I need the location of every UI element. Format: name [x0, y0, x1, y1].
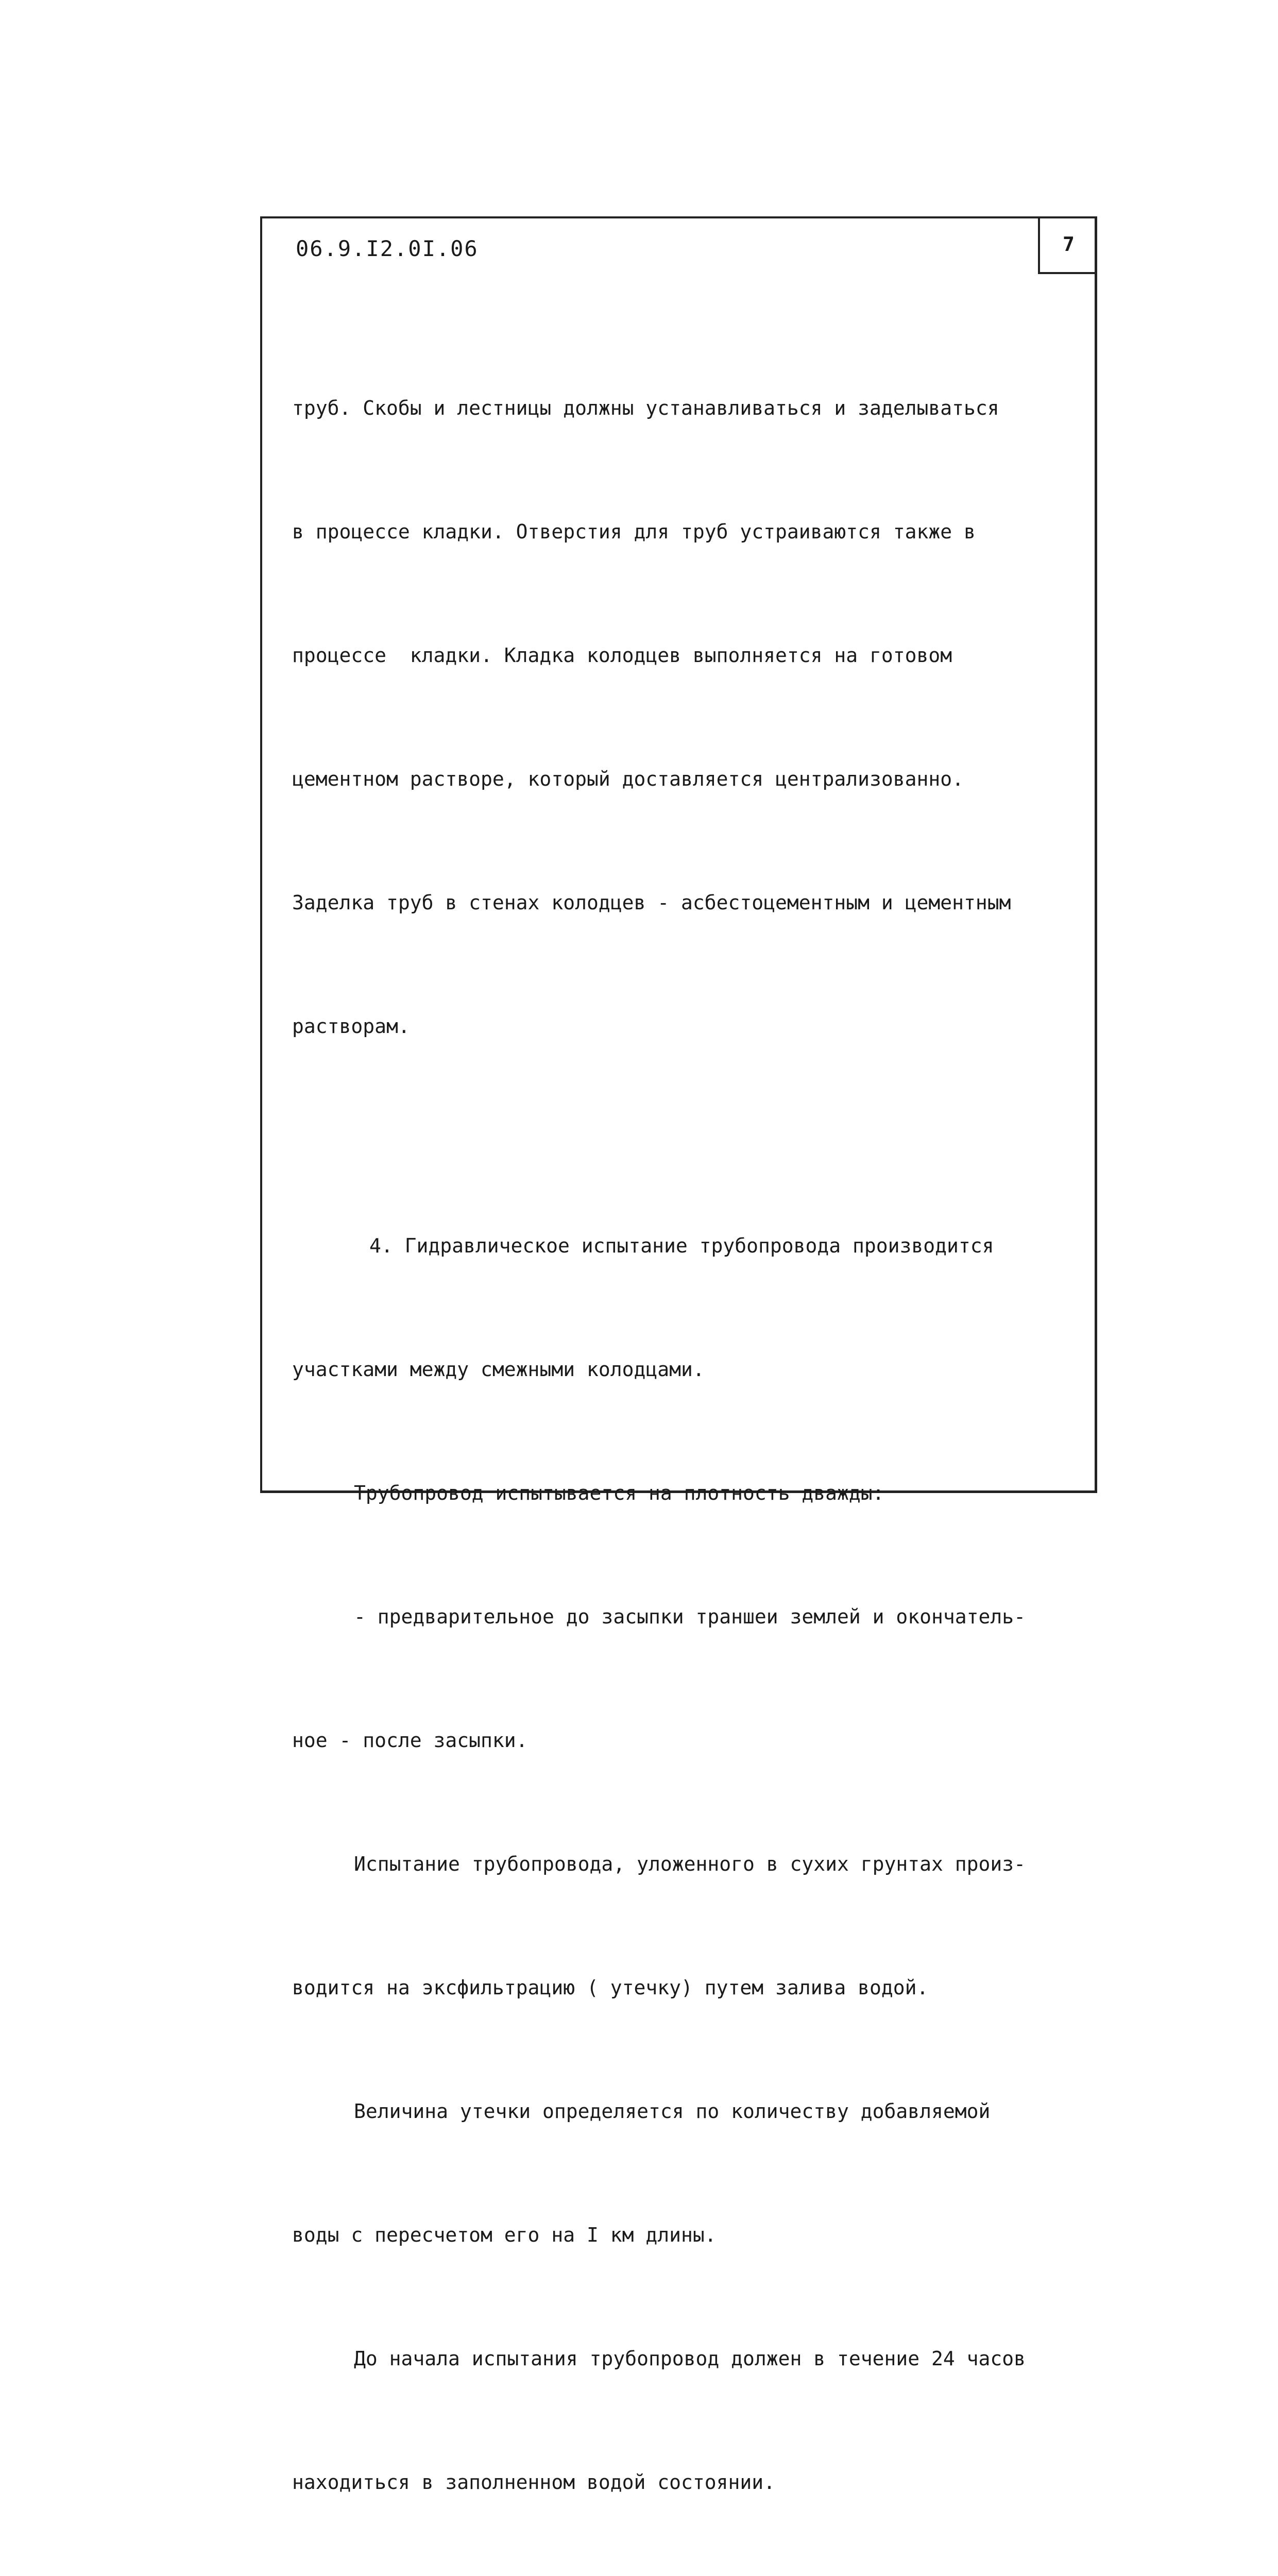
text-line: - предварительное до засыпки траншеи землей и окончатель-	[354, 1605, 1026, 1628]
body-text	[292, 305, 1072, 2576]
text-line: труб. Скобы и лестницы должны устанавливаться и заделываться	[292, 397, 999, 419]
text-line: растворам.	[292, 1015, 410, 1038]
text-line: Заделка труб в стенах колодцев - асбестоцементным и цементным	[292, 891, 1011, 914]
text-line: в процессе кладки. Отверстия для труб устраиваются также в	[292, 520, 976, 543]
text-line: До начала испытания трубопровод должен в течение 24 часов	[354, 2347, 1026, 2370]
text-line: водится на эксфильтрацию ( утечку) путем залива водой.	[292, 1976, 929, 1999]
text-line: Величина утечки определяется по количеству добавляемой	[354, 2100, 991, 2123]
text-line: процессе кладки. Кладка колодцев выполняется на готовом	[292, 644, 952, 667]
text-line: участками между смежными колодцами.	[292, 1358, 705, 1381]
text-line: воды с пересчетом его на I км длины.	[292, 2224, 717, 2246]
text-line: ное - после засыпки.	[292, 1729, 528, 1752]
document-code: 06.9.I2.0I.06	[296, 236, 479, 261]
section-4-heading: 4. Гидравлическое испытание трубопровода производится	[369, 1234, 994, 1257]
text-line: Трубопровод испытывается на плотность дважды:	[354, 1482, 884, 1504]
text-line: цементном растворе, который доставляется централизованно.	[292, 768, 964, 790]
text-line: Испытание трубопровода, уложенного в сухих грунтах произ-	[354, 1853, 1026, 1875]
text-line: находиться в заполненном водой состоянии.	[292, 2471, 775, 2494]
page-number: 7	[1038, 216, 1097, 274]
page-frame	[260, 216, 1097, 2494]
